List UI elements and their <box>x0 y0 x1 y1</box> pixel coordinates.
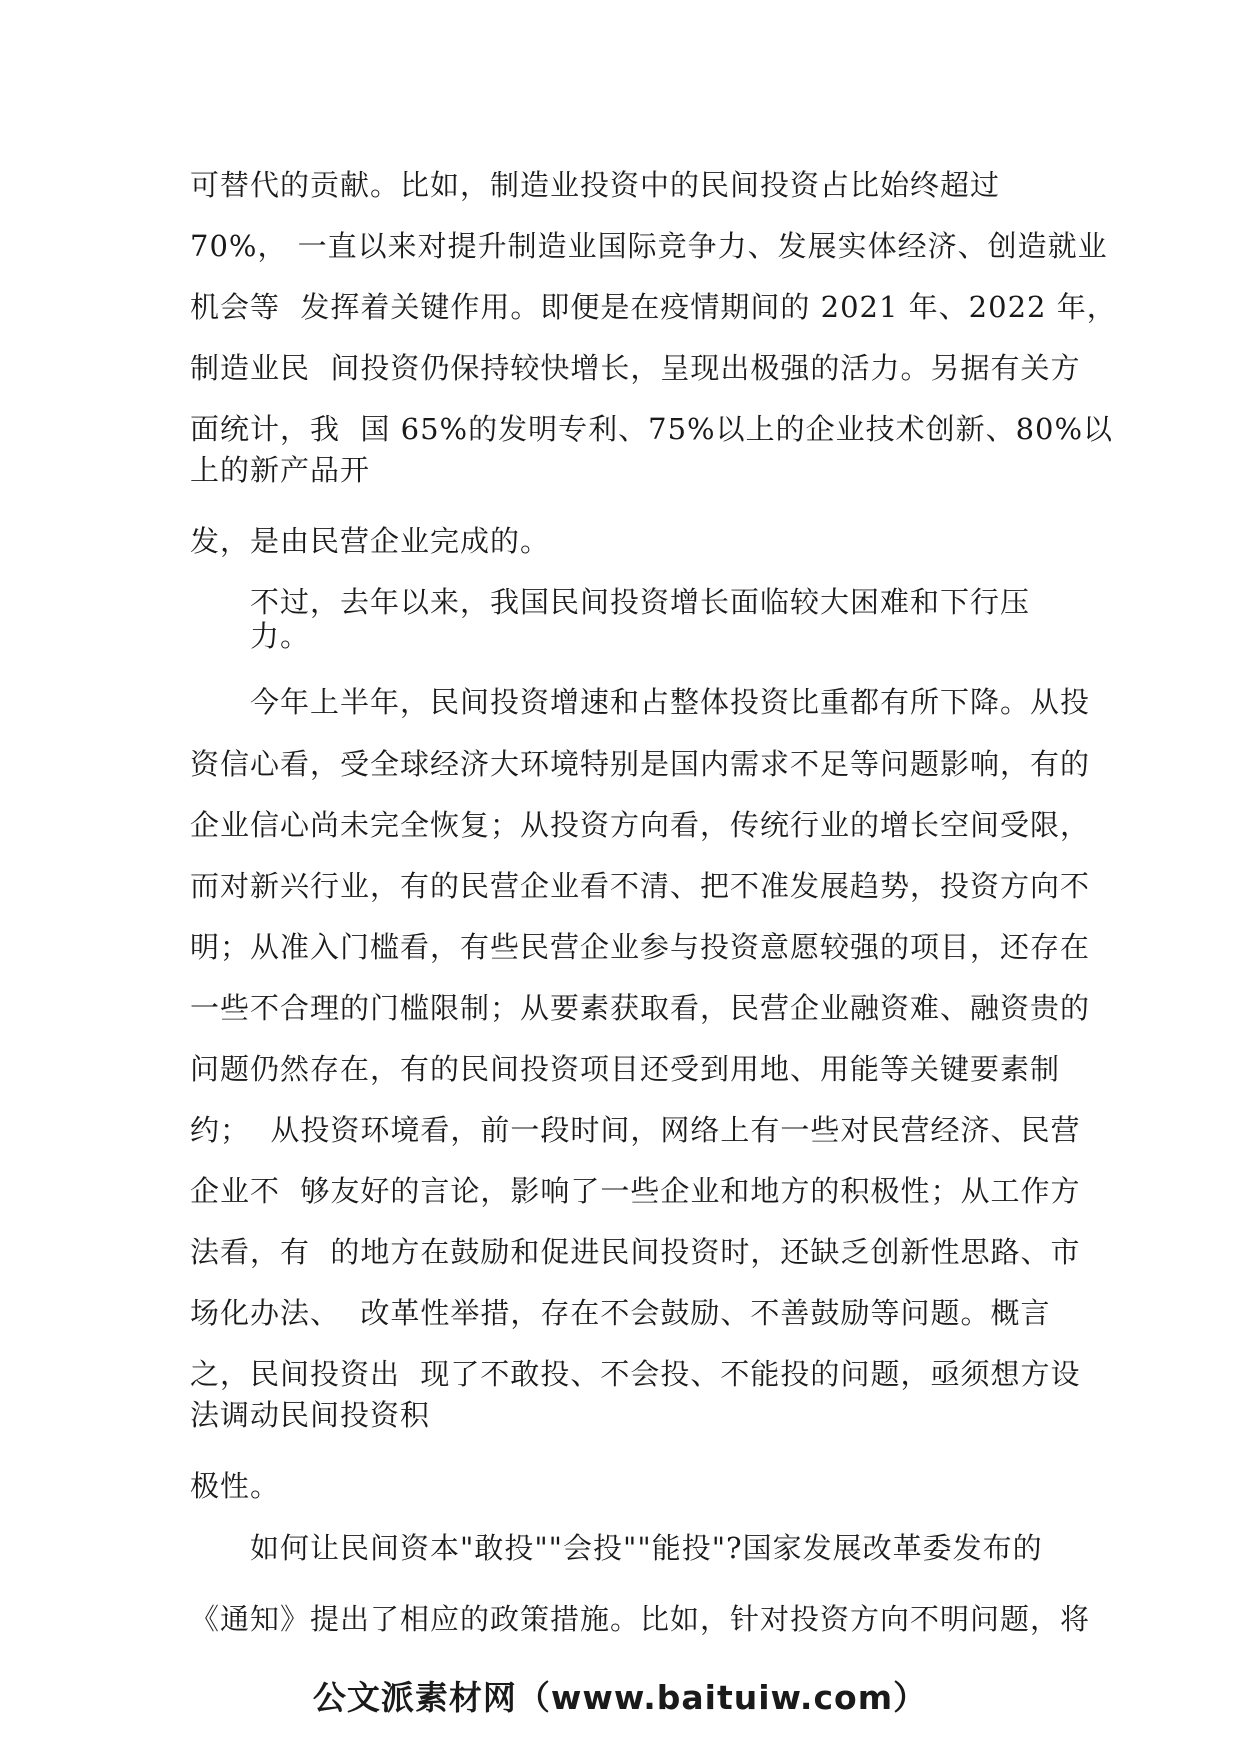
paragraph-line: 场化办法、 改革性举措，存在不会鼓励、不善鼓励等问题。概言 <box>190 1296 1051 1330</box>
paragraph-line: 力。 <box>250 619 311 653</box>
paragraph-line: 明；从准入门槛看，有些民营企业参与投资意愿较强的项目，还存在 <box>190 930 1091 964</box>
paragraph-line: 可替代的贡献。比如，制造业投资中的民间投资占比始终超过 <box>190 168 1001 202</box>
paragraph-line: 企业不 够友好的言论，影响了一些企业和地方的积极性；从工作方 <box>190 1174 1081 1208</box>
paragraph-line: 一些不合理的门槛限制；从要素获取看，民营企业融资难、融资贵的 <box>190 991 1091 1025</box>
paragraph-line: 《通知》提出了相应的政策措施。比如，针对投资方向不明问题，将 <box>190 1602 1091 1636</box>
paragraph-line: 而对新兴行业，有的民营企业看不清、把不准发展趋势，投资方向不 <box>190 869 1091 903</box>
paragraph-line: 机会等 发挥着关键作用。即便是在疫情期间的 2021 年、2022 年， <box>190 290 1117 324</box>
paragraph-line: 不过，去年以来，我国民间投资增长面临较大困难和下行压 <box>250 585 1031 619</box>
paragraph-line: 面统计，我 国 65%的发明专利、75%以上的企业技术创新、80%以 <box>190 412 1114 446</box>
paragraph-line: 约； 从投资环境看，前一段时间，网络上有一些对民营经济、民营 <box>190 1113 1081 1147</box>
paragraph-line: 法调动民间投资积 <box>190 1398 431 1432</box>
paragraph-line: 极性。 <box>190 1469 281 1503</box>
paragraph-line: 企业信心尚未完全恢复；从投资方向看，传统行业的增长空间受限， <box>190 808 1091 842</box>
paragraph-line: 制造业民 间投资仍保持较快增长，呈现出极强的活力。另据有关方 <box>190 351 1081 385</box>
paragraph-line: 之，民间投资出 现了不敢投、不会投、不能投的问题，亟须想方设 <box>190 1357 1081 1391</box>
footer-watermark: 公文派素材网（www.baituiw.com） <box>312 1678 928 1717</box>
paragraph-line: 法看，有 的地方在鼓励和促进民间投资时，还缺乏创新性思路、市 <box>190 1235 1081 1269</box>
paragraph-line: 70%， 一直以来对提升制造业国际竞争力、发展实体经济、创造就业 <box>190 229 1108 263</box>
paragraph-line: 上的新产品开 <box>190 453 371 487</box>
paragraph-line: 问题仍然存在，有的民间投资项目还受到用地、用能等关键要素制 <box>190 1052 1061 1086</box>
paragraph-line: 资信心看，受全球经济大环境特别是国内需求不足等问题影响，有的 <box>190 747 1091 781</box>
paragraph-line: 如何让民间资本"敢投""会投""能投"?国家发展改革委发布的 <box>250 1531 1043 1565</box>
paragraph-line: 今年上半年，民间投资增速和占整体投资比重都有所下降。从投 <box>250 685 1091 719</box>
paragraph-line: 发，是由民营企业完成的。 <box>190 524 551 558</box>
